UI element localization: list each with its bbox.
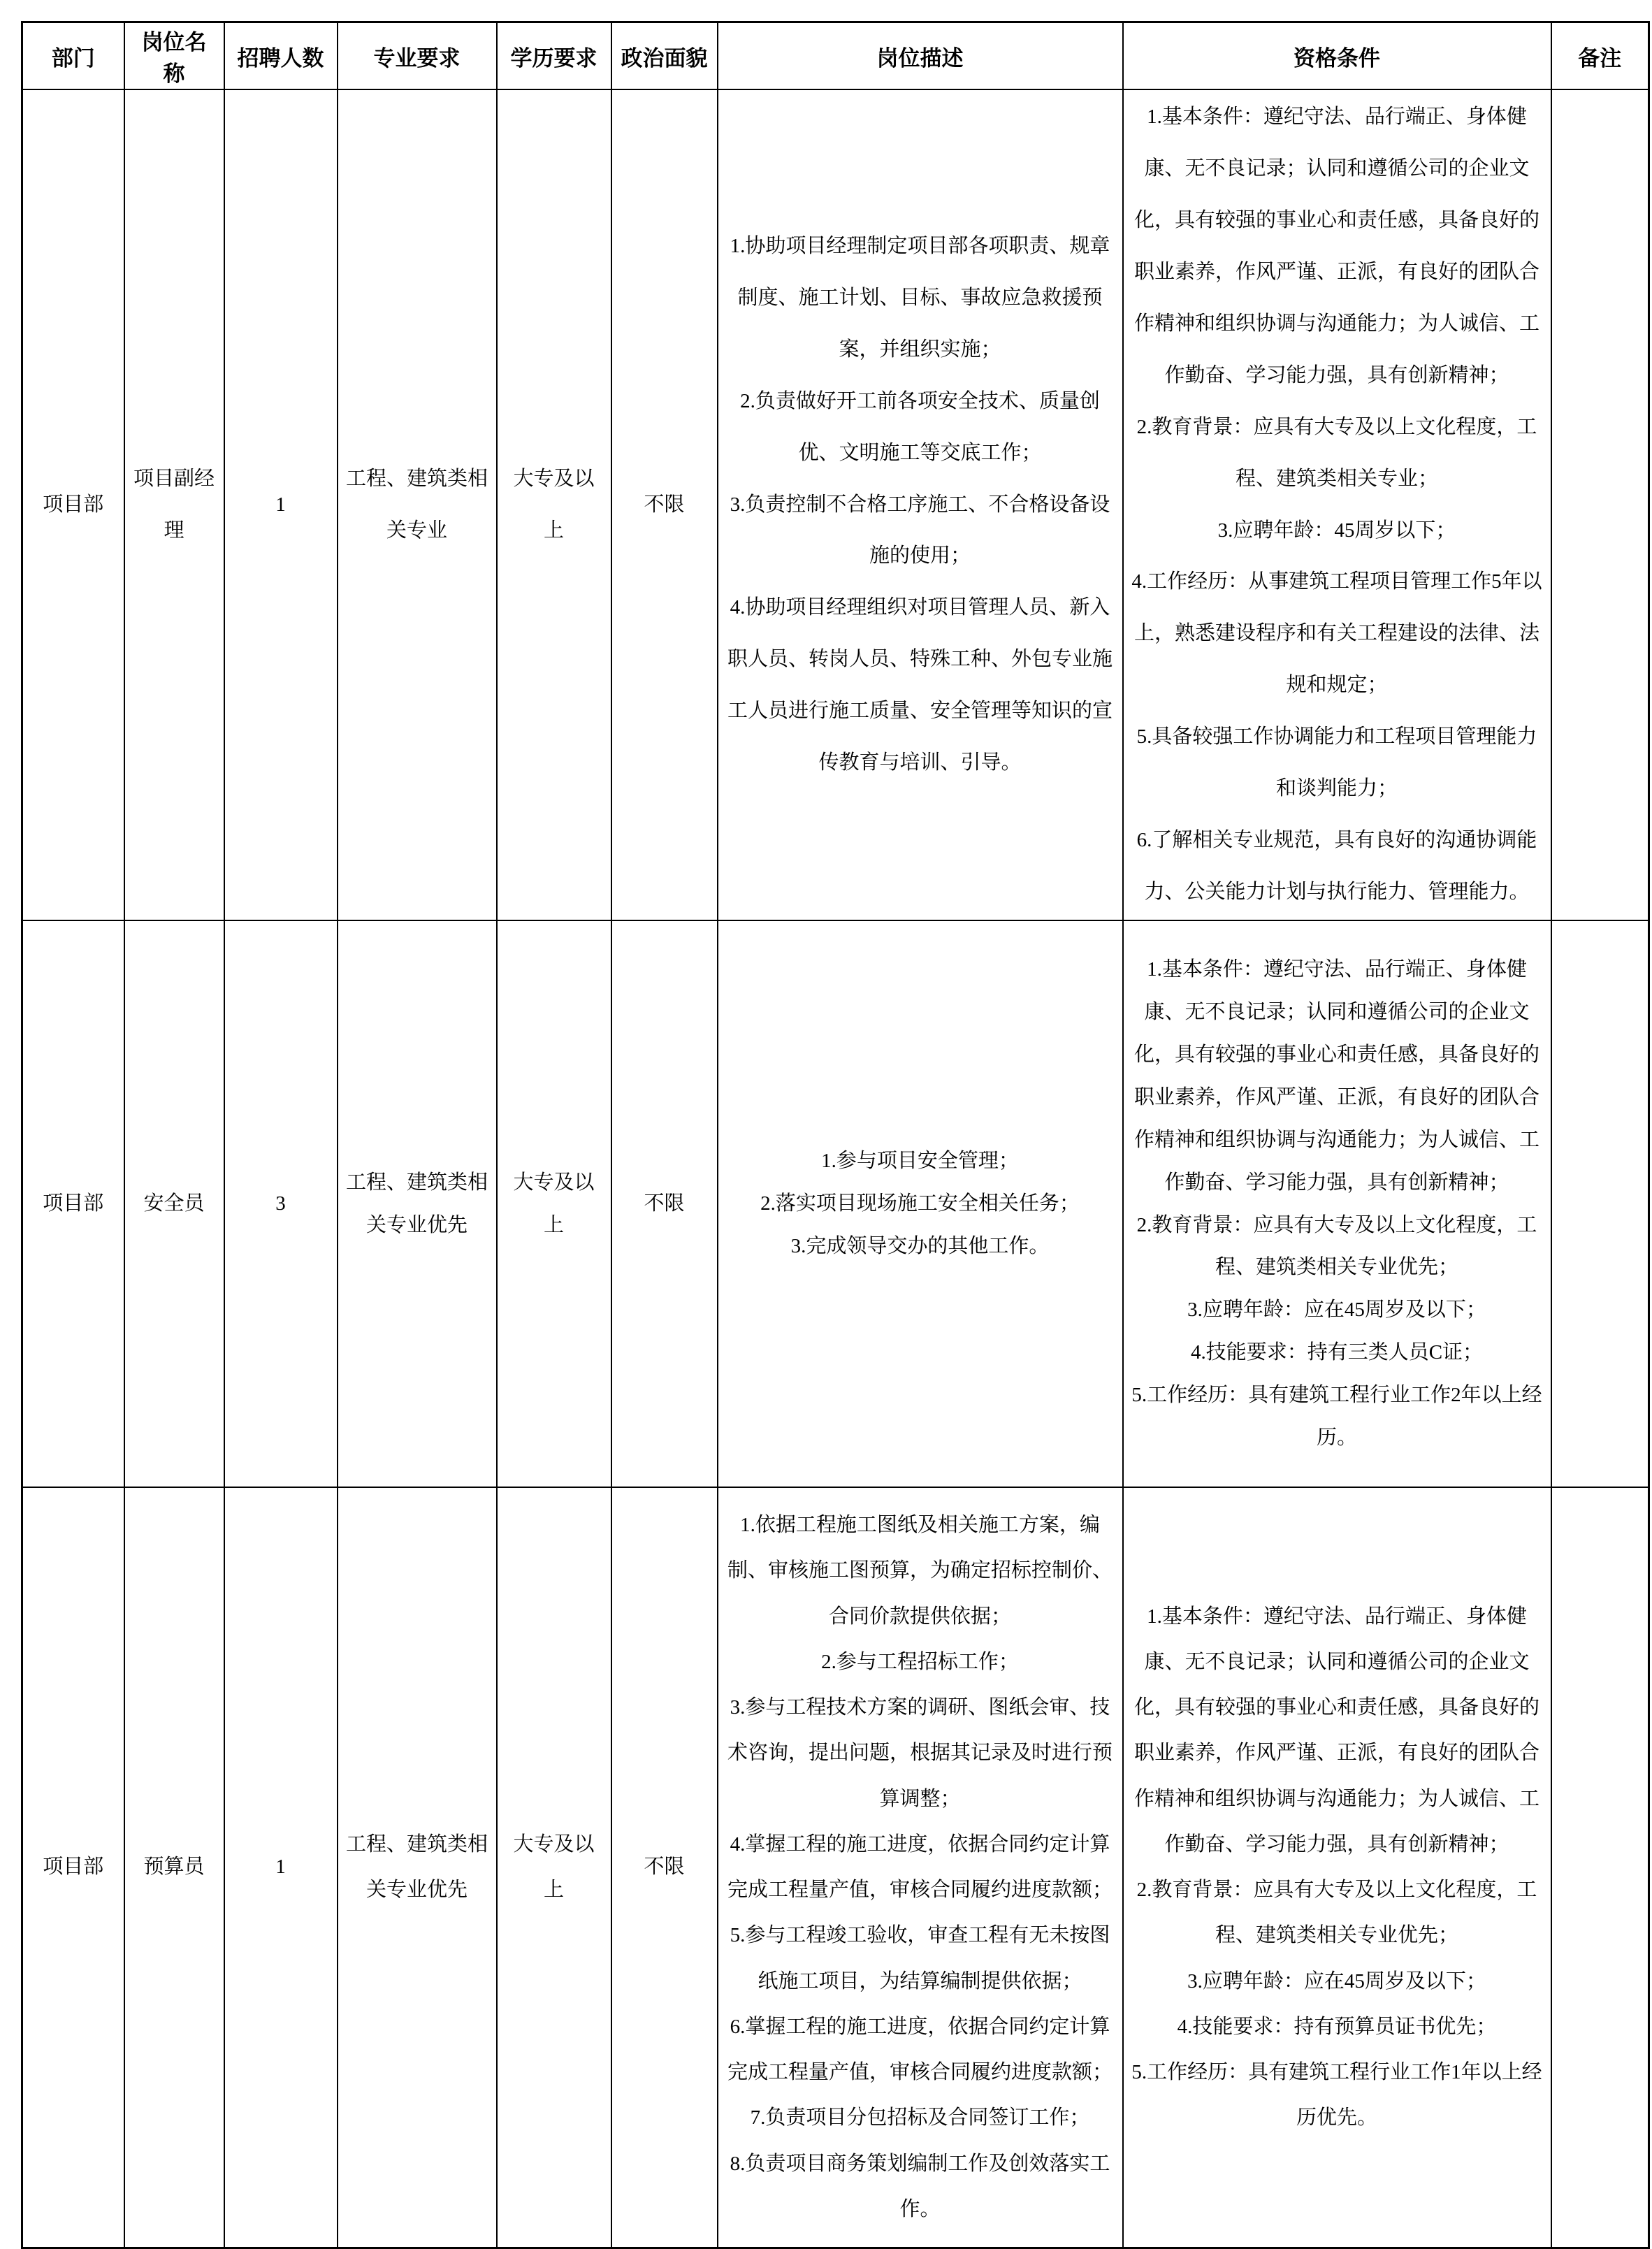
- header-row: [22, 22, 1649, 90]
- description-item: 3.负责控制不合格工序施工、不合格设备设施的使用；: [730, 493, 1110, 567]
- qualification-item: 2.教育背景：应具有大专及以上文化程度，工程、建筑类相关专业优先；: [1136, 1213, 1537, 1279]
- table-row: [22, 920, 1649, 1487]
- description-item: 5.参与工程竣工验收，审查工程有无未按图纸施工项目，为结算编制提供依据；: [730, 1924, 1110, 1993]
- qualification-item: 1.基本条件：遵纪守法、品行端正、身体健康、无不良记录；认同和遵循公司的企业文化，具有较强的事业心和责任感，具备良好的职业素养，作风严谨、正派，有良好的团队合作精神和组织协调与沟通能力；为人诚信、工作勤奋、学习能力强，具有创新精神；: [1133, 1605, 1539, 1856]
- description-item: 2.落实项目现场施工安全相关任务；: [760, 1192, 1080, 1215]
- cell-qualification: [1123, 920, 1551, 1487]
- description-item: 1.依据工程施工图纸及相关施工方案，编制、审核施工图预算，为确定招标控制价、合同价款提供依据；: [727, 1514, 1113, 1628]
- qualification-item: 5.工作经历：具有建筑工程行业工作1年以上经历优先。: [1131, 2061, 1542, 2129]
- cell-remark: [1551, 89, 1649, 920]
- cell-political: 不限: [611, 1487, 718, 2248]
- cell-remark: [1551, 1487, 1649, 2248]
- cell-major: 工程、建筑类相关专业优先: [338, 1487, 497, 2248]
- header-description: 岗位描述: [718, 22, 1123, 90]
- cell-major: 工程、建筑类相关专业: [338, 89, 497, 920]
- header-major: 专业要求: [338, 22, 497, 90]
- qualification-item: 4.技能要求：持有三类人员C证；: [1190, 1341, 1484, 1364]
- description-item: 1.协助项目经理制定项目部各项职责、规章制度、施工计划、目标、事故应急救援预案，并组织实施；: [730, 234, 1110, 361]
- qualification-item: 2.教育背景：应具有大专及以上文化程度，工程、建筑类相关专业；: [1136, 415, 1537, 490]
- header-qualification: 资格条件: [1123, 22, 1551, 90]
- qualification-item: 1.基本条件：遵纪守法、品行端正、身体健康、无不良记录；认同和遵循公司的企业文化，具有较强的事业心和责任感，具备良好的职业素养，作风严谨、正派，有良好的团队合作精神和组织协调与沟通能力；为人诚信、工作勤奋、学习能力强，具有创新精神；: [1133, 958, 1539, 1194]
- cell-count: 3: [224, 920, 338, 1487]
- cell-political: 不限: [611, 920, 718, 1487]
- description-item: 2.负责做好开工前各项安全技术、质量创优、文明施工等交底工作；: [740, 389, 1100, 464]
- cell-description: [718, 89, 1123, 920]
- qualification-item: 6.了解相关专业规范，具有良好的沟通协调能力、公关能力计划与执行能力、管理能力。: [1136, 829, 1537, 904]
- header-education: 学历要求: [497, 22, 611, 90]
- recruitment-table: [21, 21, 1650, 2249]
- cell-remark: [1551, 920, 1649, 1487]
- header-count: 招聘人数: [224, 22, 338, 90]
- table-row: [22, 89, 1649, 920]
- cell-political: 不限: [611, 89, 718, 920]
- header-position: 岗位名称: [124, 22, 224, 90]
- description-item: 8.负责项目商务策划编制工作及创效落实工作。: [730, 2152, 1110, 2220]
- cell-count: 1: [224, 89, 338, 920]
- cell-education: 大专及以上: [497, 1487, 611, 2248]
- header-political: 政治面貌: [611, 22, 718, 90]
- qualification-item: 4.工作经历：从事建筑工程项目管理工作5年以上，熟悉建设程序和有关工程建设的法律、法规和规定；: [1131, 570, 1542, 697]
- description-item: 6.掌握工程的施工进度，依据合同约定计算完成工程量产值，审核合同履约进度款额；: [727, 2015, 1113, 2083]
- qualification-item: 3.应聘年龄：45周岁以下；: [1217, 519, 1456, 542]
- cell-education: 大专及以上: [497, 89, 611, 920]
- description-item: 3.参与工程技术方案的调研、图纸会审、技术咨询，提出问题，根据其记录及时进行预算调整；: [727, 1696, 1113, 1810]
- qualification-item: 4.技能要求：持有预算员证书优先；: [1177, 2015, 1497, 2038]
- qualification-item: 3.应聘年龄：应在45周岁及以下；: [1187, 1969, 1486, 1993]
- cell-description: [718, 920, 1123, 1487]
- cell-department: 项目部: [22, 89, 124, 920]
- cell-qualification: [1123, 89, 1551, 920]
- description-item: 7.负责项目分包招标及合同签订工作；: [750, 2106, 1090, 2129]
- description-item: 1.参与项目安全管理；: [821, 1150, 1019, 1173]
- cell-education: 大专及以上: [497, 920, 611, 1487]
- cell-major: 工程、建筑类相关专业优先: [338, 920, 497, 1487]
- cell-department: 项目部: [22, 920, 124, 1487]
- qualification-item: 3.应聘年龄：应在45周岁及以下；: [1187, 1299, 1486, 1322]
- qualification-item: 2.教育背景：应具有大专及以上文化程度，工程、建筑类相关专业优先；: [1136, 1879, 1537, 1947]
- cell-description: [718, 1487, 1123, 2248]
- cell-qualification: [1123, 1487, 1551, 2248]
- table-row: [22, 1487, 1649, 2248]
- cell-count: 1: [224, 1487, 338, 2248]
- cell-position: 预算员: [124, 1487, 224, 2248]
- qualification-item: 1.基本条件：遵纪守法、品行端正、身体健康、无不良记录；认同和遵循公司的企业文化，具有较强的事业心和责任感，具备良好的职业素养，作风严谨、正派，有良好的团队合作精神和组织协调与沟通能力；为人诚信、工作勤奋、学习能力强，具有创新精神；: [1133, 106, 1539, 386]
- description-item: 4.掌握工程的施工进度，依据合同约定计算完成工程量产值，审核合同履约进度款额；: [727, 1832, 1113, 1901]
- qualification-item: 5.具备较强工作协调能力和工程项目管理能力和谈判能力；: [1136, 725, 1537, 800]
- cell-position: 安全员: [124, 920, 224, 1487]
- header-remark: 备注: [1551, 22, 1649, 90]
- header-department: 部门: [22, 22, 124, 90]
- description-item: 2.参与工程招标工作；: [821, 1650, 1019, 1673]
- description-item: 3.完成领导交办的其他工作。: [790, 1234, 1050, 1257]
- cell-position: 项目副经理: [124, 89, 224, 920]
- qualification-item: 5.工作经历：具有建筑工程行业工作2年以上经历。: [1131, 1384, 1542, 1449]
- cell-department: 项目部: [22, 1487, 124, 2248]
- description-item: 4.协助项目经理组织对项目管理人员、新入职人员、转岗人员、特殊工种、外包专业施工人员进行施工质量、安全管理等知识的宣传教育与培训、引导。: [727, 596, 1113, 774]
